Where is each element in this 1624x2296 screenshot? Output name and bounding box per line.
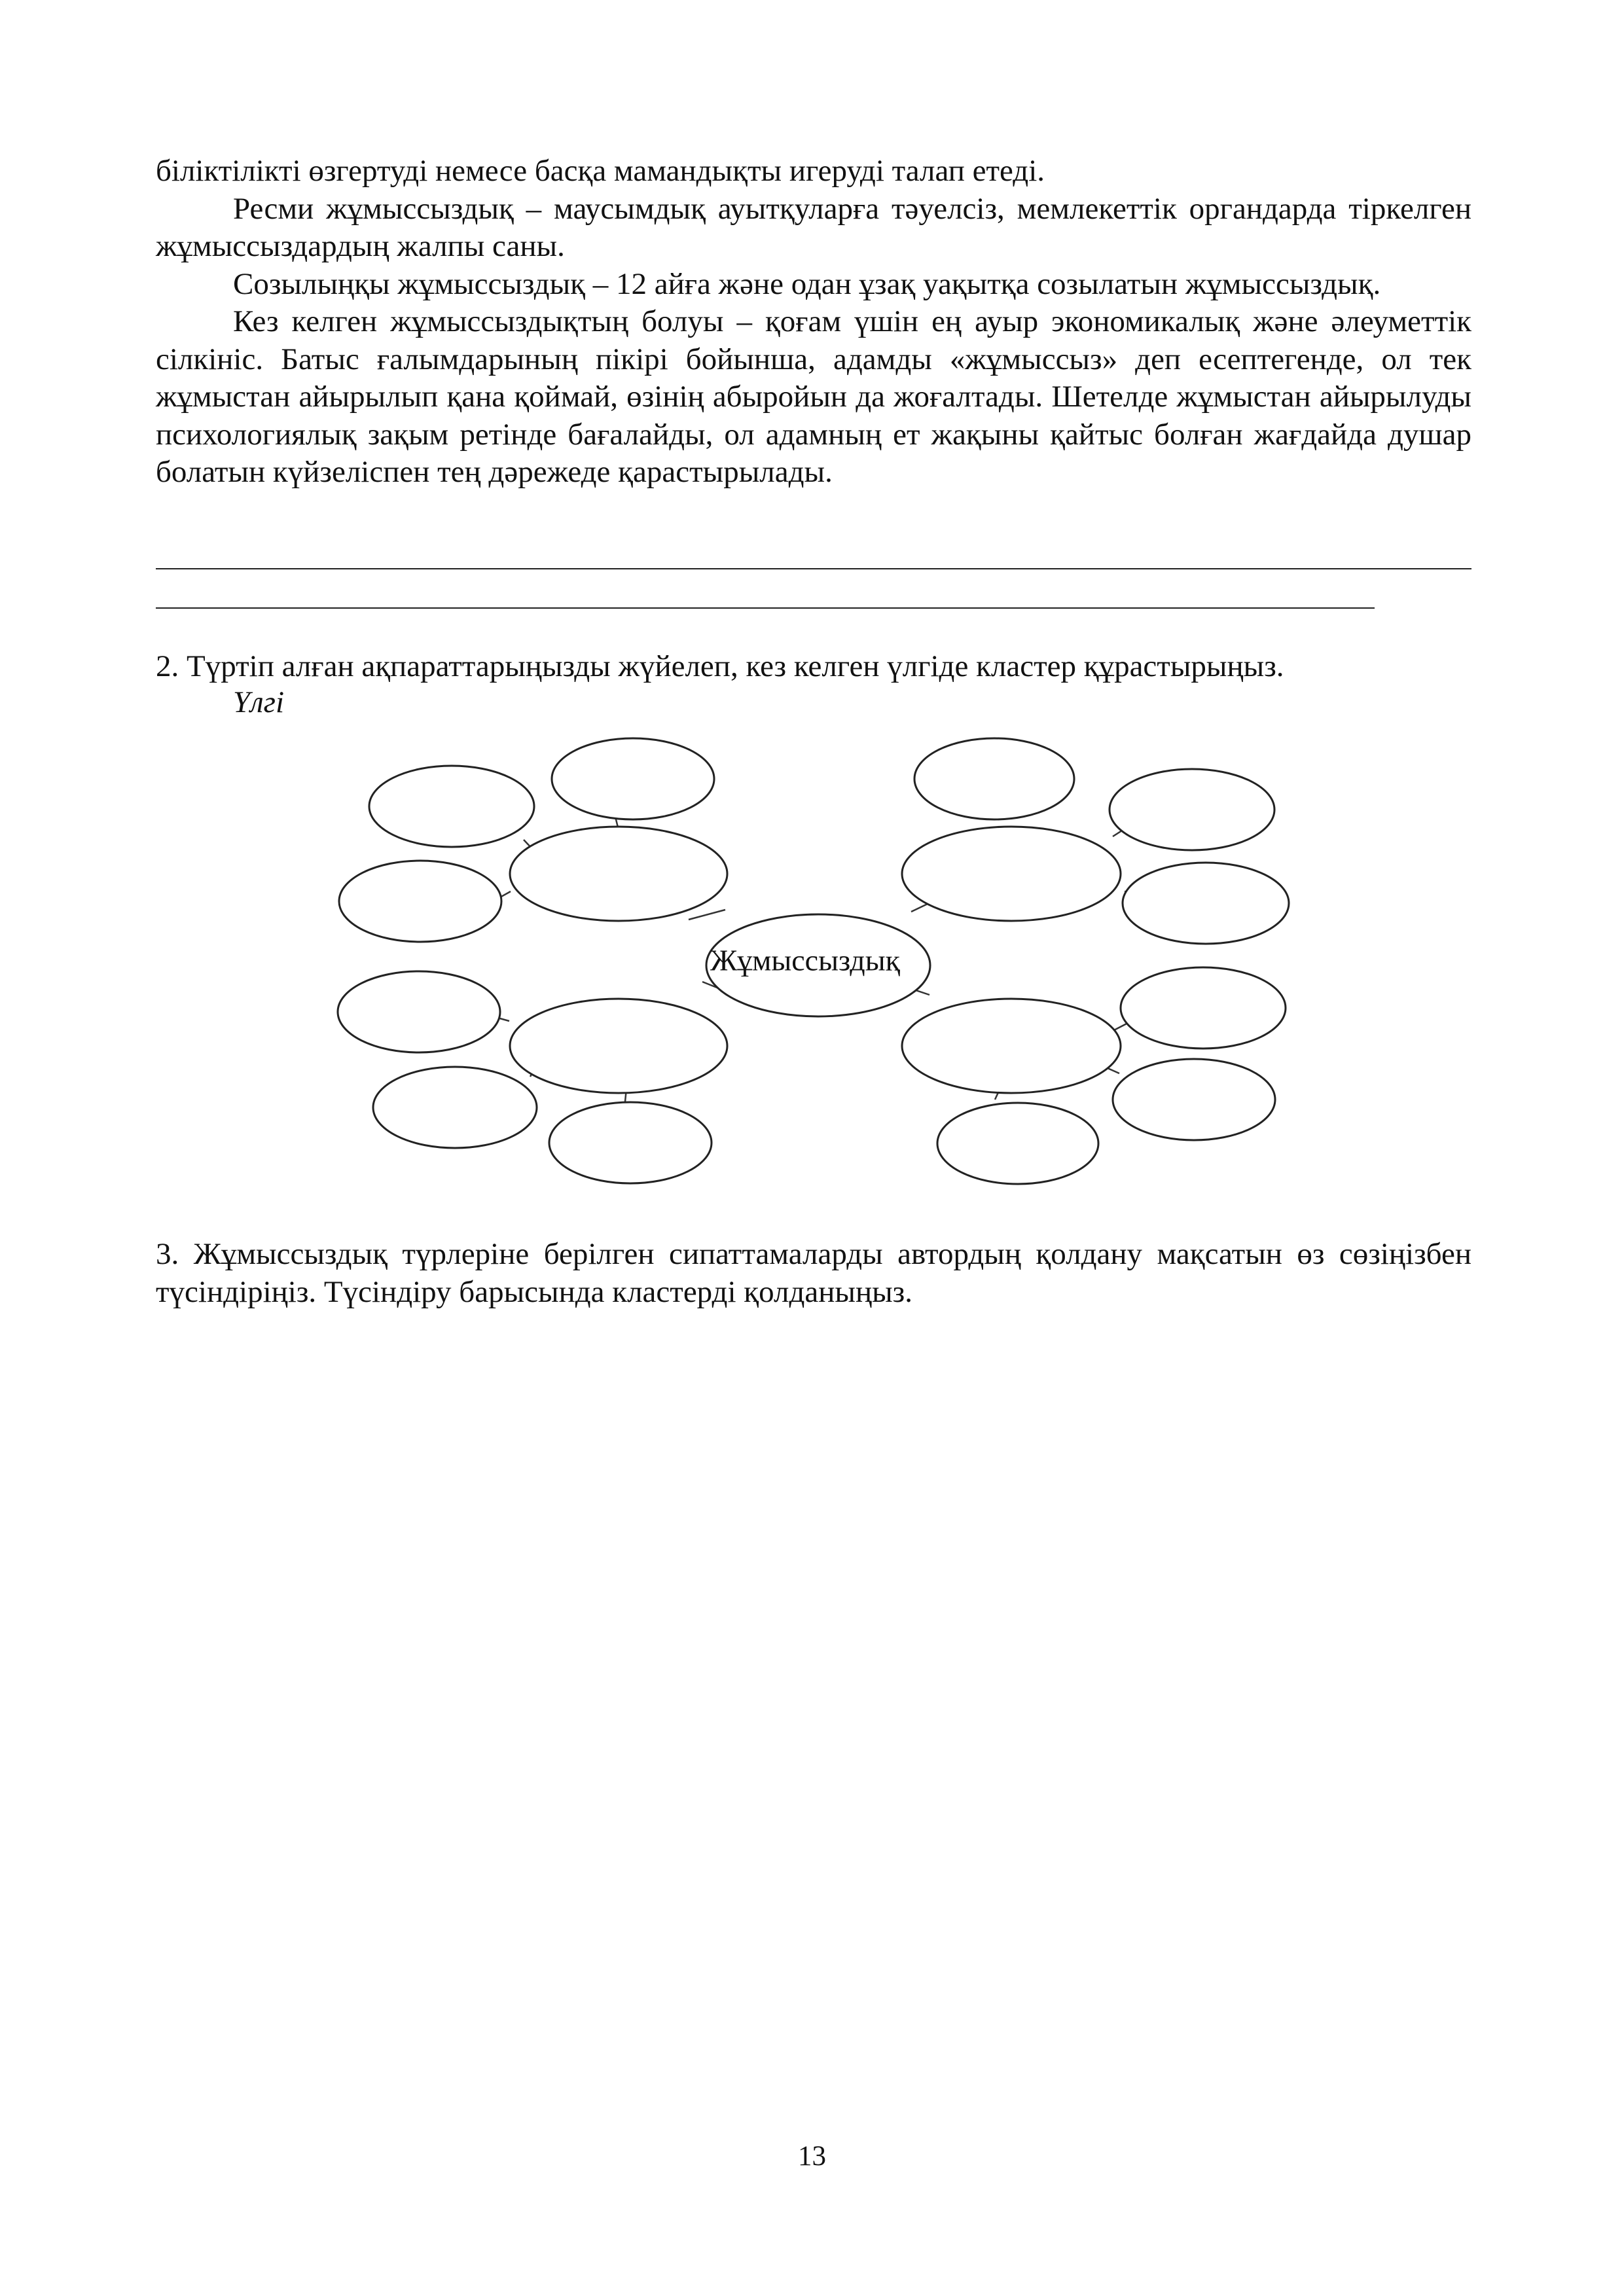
secondary-node	[914, 738, 1074, 819]
secondary-node	[1110, 769, 1274, 850]
secondary-node	[338, 971, 500, 1052]
paragraph-continuation: біліктілікті өзгертуді немесе басқа мамандықты игеруді талап етеді.	[156, 154, 1045, 188]
paragraph-official-unemployment: Ресми жұмыссыздық – маусымдық ауытқуларға тәуелсіз, мемлекеттік органдарда тіркелген жұмыссыздардың жалпы саны.	[156, 191, 1471, 263]
task-3	[156, 1236, 1471, 1311]
secondary-node	[1113, 1059, 1275, 1140]
secondary-node	[1123, 863, 1289, 944]
secondary-node	[1121, 967, 1286, 1049]
primary-node-bottom-right	[902, 999, 1121, 1093]
sample-label: Үлгі	[233, 685, 285, 719]
secondary-node	[339, 861, 501, 942]
secondary-node	[552, 738, 714, 819]
center-node-label: Жұмыссыздық	[710, 943, 900, 977]
secondary-node	[373, 1067, 537, 1148]
primary-node-bottom-left	[510, 999, 727, 1093]
secondary-node	[549, 1102, 712, 1183]
connector	[689, 910, 725, 920]
page-number: 13	[798, 2141, 826, 2172]
paragraph-prolonged-unemployment: Созылыңқы жұмыссыздық – 12 айға және одан ұзақ уақытқа созылатын жұмыссыздық.	[233, 266, 1381, 301]
secondary-node	[369, 766, 534, 847]
task-3-text: 3. Жұмыссыздық түрлеріне берілген сипаттамаларды автордың қолдану мақсатын өз сөзіңізбен түсіндіріңіз. Түсіндіру барысында кластерді қолданыңыз.	[156, 1237, 1471, 1309]
primary-node-top-left	[510, 827, 727, 921]
connector	[1108, 1068, 1119, 1073]
task-2-text: 2. Түртіп алған ақпараттарыңызды жүйелеп, кез келген үлгіде кластер құрастырыңыз.	[156, 649, 1284, 683]
primary-node-top-right	[902, 827, 1121, 921]
paragraph-social-impact: Кез келген жұмыссыздықтың болуы – қоғам үшін ең ауыр экономикалық және әлеуметтік сілкініс. Батыс ғалымдарының пікірі бойынша, адамды «жұмыссыз» деп есептегенде, ол тек жұмыстан айырылып қана қоймай, өзінің абыройын да жоғалтады. Шетелде жұмыстан айырылуды психологиялық зақым ретінде бағалайды, ол адамның ет жақыны қайтыс болған жағдайда душар болатын күйзеліспен тең дәрежеде қарастырылады.	[156, 304, 1471, 489]
secondary-node	[937, 1103, 1098, 1184]
